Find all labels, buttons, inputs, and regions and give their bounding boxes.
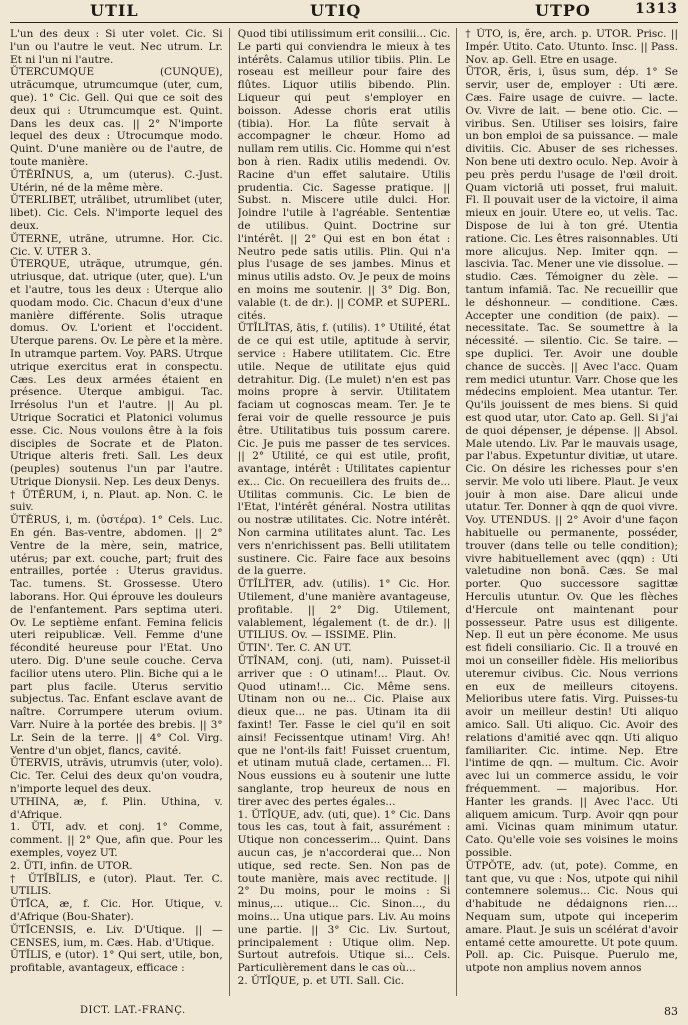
dictionary-entry: 1. ŬTĬQUE, adv. (uti, que). 1° Cic. Dans tous les cas, tout à fait, assurément : Utique non concesserim... Quint. Dans aucun cas, je n'accorderai que... Non utique, sed recte. Sen. Non pas de toute manière, mais avec rectitude. || 2° Du moins, pour le moins : Si minus,... utique... Cic. Sinon..., du moins... Una utique pars. Liv. Au moins une partie. || 3° Cic. Liv. Surtout, principalement : Utique olim. Nep. Surtout autrefois. Utique si... Cels. Particulièrement dans le cas où... (237, 808, 451, 975)
dictionary-entry: ŬTĔRĪNUS, a, um (uterus). C.-Just. Utérin, né de la même mère. (10, 168, 223, 194)
dictionary-entry: ŬTERNE, utrăne, utrumne. Hor. Cic. Cic. V. UTER 3. (10, 232, 223, 258)
dictionary-entry: ŬTERCUMQUE (CUNQUE), utrăcumque, utrumcumque (uter, cum, que). 1° Cic. Gell. Qui que ce soit des deux qui : Utrumcumque est. Quint. Dans les deux cas. || 2° N'importe lequel des deux : Utrocumque modo. Quint. D'une manière ou de l'autre, de toute manière. (10, 66, 223, 168)
dictionary-entry: ŬTPŎTE, adv. (ut, pote). Comme, en tant que, vu que : Nos, utpote qui nihil contemnere solemus... Cic. Nous qui d'habitude ne dédaignons rien.... Nequam sum, utpote qui inceperim amare. Plaut. Je suis un scélérat d'avoir entamé cette amourette. Ut pote quum. Poll. ap. Cic. Puisque. Puerulo me, utpote non amplius novem annos (465, 859, 679, 975)
dictionary-entry: ŬTIN'. Ter. C. AN UT. (237, 642, 352, 655)
column-right (465, 28, 678, 996)
page-number: 1313 (635, 1, 678, 17)
header-rule (10, 22, 678, 23)
dictionary-entry: L'un des deux : Si uter volet. Cic. Si l'un ou l'autre le veut. Nec utrum. Lr. Et ni l'un ni l'autre. (10, 28, 223, 66)
dictionary-entry: ŬTERQUE, utrăque, utrumque, gén. utriusque, dat. utrique (uter, que). L'un et l'autre, tous les deux : Uterque alio quodam modo. Cic. Chacun d'eux d'une manière différente. Solis utraque domus. Ov. L'orient et l'occident. Uterque parens. Ov. Le père et la mère. In utramque partem. Voy. PARS. Utrque utrique exercitus erat in conspectu. Cæs. Les deux armées étaient en présence. Uterque ambigui. Tac. Irrésolus l'un et l'autre. || Au pl. Utrique Socratici et Platonici volumus esse. Cic. Nous voulons être à la fois disciples de Socrate et de Platon. Utrique alteris freti. Sall. Les deux (peuples) soutenus l'un par l'autre. Utrique Dionysii. Nep. Les deux Denys. (10, 258, 223, 488)
dictionary-entry: ŬTĬNAM, conj. (uti, nam). Puisset-il arriver que : O utinam!... Plaut. Ov. Quod utinam!... Cic. Même sens. Utinam non ou ne... Cic. Plaise aux dieux que... ne pas. Utinam ita dii faxint! Ter. Fasse le ciel qu'il en soit ainsi! Fecissentque utinam! Virg. Ah! que ne l'ont-ils fait! Fuisset cruentum, et utinam mutuā clade, certamen... Fl. Nous eussions eu à soutenir une lutte sanglante, trop heureux de nous en tirer avec des pertes égales... (237, 655, 451, 808)
dictionary-entry: ŬTERVIS, utrăvis, utrumvis (uter, volo). Cic. Ter. Celui des deux qu'on voudra, n'importe lequel des deux. (10, 757, 223, 796)
running-header (10, 0, 678, 20)
dictionary-entry: 2. ŬTĬQUE, p. et UTI. Sall. Cic. (237, 974, 405, 987)
header-left-word: UTIL (90, 1, 139, 20)
footer-sheet-number: 83 (664, 1005, 678, 1018)
dictionary-entry: ŬTĔRUS, i, m. (ὑστέρα). 1° Cels. Luc. En gén. Bas-ventre, abdomen. || 2° Ventre de la mère, sein, matrice, utérus; par ext. couche, part; fruit des entrailles, portée : Uterus gravidus. Tac. tumens. St. Grossesse. Utero laborans. Hor. Qui éprouve les douleurs de l'enfantement. Pars septima uteri. Ov. Le septième enfant. Femina felicis uteri reipublicæ. Vell. Femme d'une fécondité heureuse pour l'Etat. Uno utero. Dig. D'une seule couche. Cerva facilior utens utero. Plin. Biche qui a le part plus facile. Uterus servitio subjectus. Tac. Enfant esclave avant de naître. Corrumpere uterum ovium. Varr. Nuire à la portée des brebis. || 3° Lr. Sein de la terre. || 4° Col. Virg. Ventre d'un objet, flancs, cavité. (10, 514, 223, 757)
dictionary-entry: UTHINA, æ, f. Plin. Uthina, v. d'Afrique. (10, 795, 223, 821)
text-columns (10, 28, 678, 996)
dictionary-entry: ŬTERLIBET, utrălibet, utrumlibet (uter, libet). Cic. Cels. N'importe lequel des deux. (10, 194, 223, 232)
dictionary-entry: Quod tibi utilissimum erit consilii... Cic. Le parti qui conviendra le mieux à tes intérêts. Calamus utilior tibiis. Plin. Le roseau est meilleur pour faire des flûtes. Liquor utilis bibendo. Plin. Liqueur qui peut s'employer en boisson. Adesse choris erat utilis (tibia). Hor. La flûte servait à accompagner le chœur. Homo ad nullam rem utilis. Cic. Homme qui n'est bon à rien. Radix utilis medendi. Ov. Racine d'un effet salutaire. Utilis prudentia. Cic. Sagesse pratique. || Subst. n. Miscere utile dulci. Hor. Joindre l'utile à l'agréable. Sententiæ de utilibus. Quint. Doctrine sur l'intérêt. || 2° Qui est en bon état : Neutro pede satis utilis. Plin. Qui n'a plus l'usage de ses jambes. Minus et minus utilis adsto. Ov. Je peux de moins en moins me soutenir. || 3° Dig. Bon, valable (t. de dr.). || COMP. et SUPERL. cités. (237, 28, 451, 322)
dictionary-entry: ŬTĬLIS, e (utor). 1° Qui sert, utile, bon, profitable, avantageux, efficace : (10, 949, 223, 975)
header-right-word: UTPO (535, 1, 591, 20)
dictionary-entry: † ŬTO, is, ĕre, arch. p. UTOR. Prisc. || Impér. Utito. Cato. Utunto. Insc. || Pass. Nov. ap. Gell. Etre en usage. (465, 28, 679, 66)
page-footer (10, 1005, 678, 1021)
dictionary-entry: † ŬTĬBĬLIS, e (utor). Plaut. Ter. C. UTILIS. (10, 872, 223, 898)
column-left (10, 28, 230, 996)
header-center-word: UTIQ (310, 1, 362, 20)
dictionary-entry: ŬTĬLĬTER, adv. (utilis). 1° Cic. Hor. Utilement, d'une manière avantageuse, profitable. || 2° Dig. Utilement, valablement, légalement (t. de dr.). || UTILIUS. Ov. — ISSIME. Plin. (237, 578, 451, 642)
dictionary-entry: 1. ŬTI, adv. et conj. 1° Comme, comment. || 2° Que, afin que. Pour les exemples, voyez UT. (10, 821, 223, 859)
dictionary-entry: 2. ŬTI, infin. de UTOR. (10, 859, 133, 872)
dictionary-entry: ŬTOR, ĕris, i, ūsus sum, dép. 1° Se servir, user de, employer : Uti ære. Cæs. Faire usage de cuivre. — lacte. Ov. Vivre de lait. — bene otio. Cic. — viribus. Sen. Utiliser ses loisirs, faire un bon emploi de sa puissance. — male divitiis. Cic. Abuser de ses richesses. Non bene uti dextro oculo. Nep. Avoir à peu près perdu l'usage de l'œil droit. Quam victoriā uti posset, frui maluit. Fl. Il pouvait user de la victoire, il aima mieux en jouir. Utere eo, ut velis. Tac. Dispose de lui à ton gré. Utentia ratione. Cic. Les êtres raisonnables. Uti more alicujus. Nep. Imiter qqn. — lascivia. Tac. Mener une vie dissolue. — studio. Cæs. Témoigner du zèle. — tantum infamiā. Tac. Ne recueillir que le déshonneur. — conditione. Cæs. Accepter une condition (de paix). — necessitate. Tac. Se soumettre à la nécessité. — silentio. Cic. Se taire. — spe duplici. Ter. Avoir une double chance de succès. || Avec l'acc. Quam rem medici utuntur. Varr. Chose que les médecins emploient. Mea utantur. Ter. Qu'ils jouissent de mes biens. Si quid est quod utar, utor. Cato ap. Gell. Si j'ai de quoi dépenser, je dépense. || Absol. Male utendo. Liv. Par le mauvais usage, par l'abus. Expetuntur divitiæ, ut utare. Cic. On désire les richesses pour s'en servir. Me volo uti libere. Plaut. Je veux jouir à mon aise. Dare alicui unde utatur. Ter. Donner à qqn de quoi vivre. Voy. UTENDUS. || 2° Avoir d'une façon habituelle ou permanente, posséder, trouver (dans telle ou telle condition); vivre habituellement avec (qqn) : Uti valetudine non bonā. Cæs. Se mal porter. Quo successore sagittæ Herculis utuntur. Ov. Que les flèches d'Hercule ont maintenant pour possesseur. Patre usus est diligente. Nep. Il eut un père économe. Me usus est fideli consiliario. Cic. Il a trouvé en moi un conseiller fidèle. His melioribus uteremur civibus. Cic. Nous verrions en eux de meilleurs citoyens. Melioribus utere fatis. Virg. Puisses-tu avoir un meilleur destin! Uti aliquo amico. Sall. Uti aliquo. Cic. Avoir des relations d'amitié avec qqn. Uti aliquo familiariter. Cic. intime. Nep. Etre l'intime de qqn. — multum. Cic. Avoir avec lui un commerce assidu, le voir fréquemment. — majoribus. Hor. Hanter les grands. || Avec l'acc. Uti aliquem amicum. Turp. Avoir qqn pour ami. Vicinas quam minimum utatur. Cato. Qu'elle voie ses voisines le moins possible. (465, 66, 679, 859)
column-middle (238, 28, 458, 996)
dictionary-entry: ŬTĪCENSIS, e. Liv. D'Utique. || — CENSES, ium, m. Cæs. Hab. d'Utique. (10, 923, 223, 949)
dictionary-entry: † ŬTĔRUM, i, n. Plaut. ap. Non. C. le suiv. (10, 488, 223, 514)
footer-signature: DICT. LAT.-FRANÇ. (80, 1005, 186, 1016)
dictionary-entry: ŬTĪCA, æ, f. Cic. Hor. Utique, v. d'Afrique (Bou-Shater). (10, 898, 223, 923)
dictionary-entry: ŬTĬLĬTAS, ātis, f. (utilis). 1° Utilité, état de ce qui est utile, aptitude à servir, service : Habere utilitatem. Cic. Etre utile. Neque de utilitate ejus quid detrahitur. Dig. (Le mulet) n'en est pas moins propre à servir. Utilitatem faciam ut cognoscas meam. Ter. Je te ferai voir de quelle ressource je puis être. Utilitatibus tuis possum carere. Cic. Je puis me passer de tes services. || 2° Utilité, ce qui est utile, profit, avantage, intérêt : Utilitates capientur ex... Cic. On recueillera des fruits de... Utilitas communis. Cic. Le bien de l'Etat, l'intérêt général. Nostra utilitas ou nostræ utilitates. Cic. Notre intérêt. Non carmina utilitates alunt. Tac. Les vers n'enrichissent pas. Belli utilitatem sustinere. Cic. Faire face aux besoins de la guerre. (237, 322, 451, 578)
